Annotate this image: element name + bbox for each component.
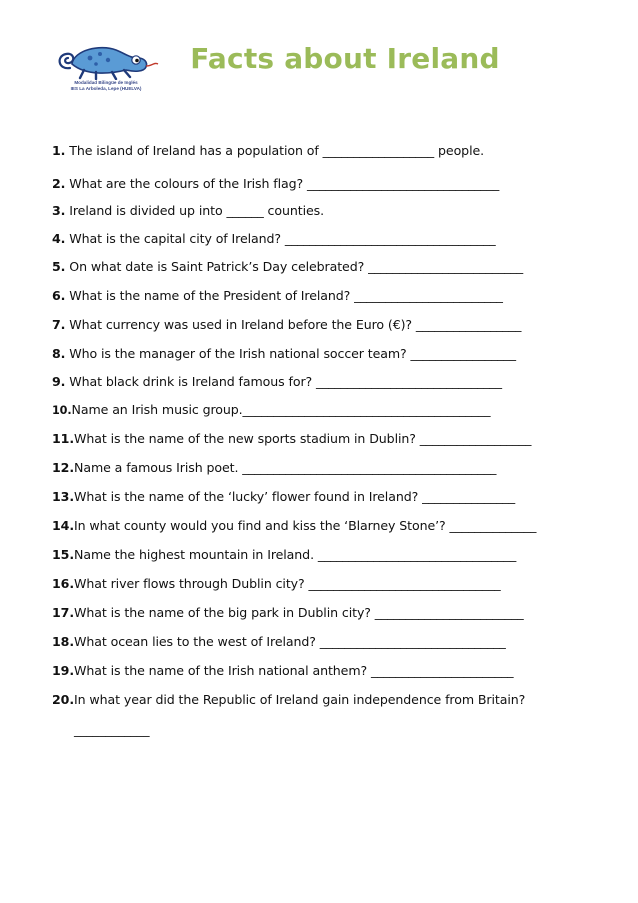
- question-number: 7.: [52, 317, 66, 332]
- question-text: Name a famous Irish poet. _________________________________________: [74, 460, 497, 475]
- question-7: [52, 317, 612, 333]
- question-number: 12.: [52, 460, 75, 475]
- question-18: [52, 634, 612, 650]
- question-text: Name the highest mountain in Ireland. ________________________________: [74, 547, 517, 562]
- logo-caption-line-2: IES La Arboleda, Lepe (HUELVA): [70, 86, 142, 91]
- question-text: What river flows through Dublin city? _______________________________: [74, 576, 501, 591]
- question-number: 4.: [52, 231, 66, 246]
- question-text: Ireland is divided up into ______ counties.: [65, 203, 325, 218]
- question-9: [52, 374, 612, 390]
- question-text: On what date is Saint Patrick’s Day celebrated? _________________________: [65, 259, 524, 274]
- question-2: [52, 176, 612, 192]
- question-text: What ocean lies to the west of Ireland? ______________________________: [74, 634, 506, 649]
- question-text: What currency was used in Ireland before the Euro (€)? _________________: [65, 317, 522, 332]
- question-number: 11.: [52, 431, 75, 446]
- question-4: [52, 231, 612, 247]
- question-number: 10.: [52, 404, 72, 417]
- question-20: [52, 692, 612, 708]
- question-17: [52, 605, 612, 621]
- question-number: 20.: [52, 692, 75, 707]
- question-14: [52, 518, 612, 534]
- page-title: Facts about Ireland: [190, 42, 500, 75]
- question-8: [52, 346, 612, 362]
- question-text: What is the capital city of Ireland? __________________________________: [65, 231, 496, 246]
- question-12: [52, 460, 612, 476]
- logo-caption-line-1: Modalidad Bilingüe de Inglés: [74, 80, 138, 85]
- question-19: [52, 663, 612, 679]
- question-text: What is the name of the big park in Dublin city? ________________________: [74, 605, 524, 620]
- question-16: [52, 576, 612, 592]
- question-number: 19.: [52, 663, 75, 678]
- question-number: 14.: [52, 518, 75, 533]
- question-15: [52, 547, 612, 563]
- question-number: 1.: [52, 143, 66, 158]
- question-1: [52, 143, 612, 159]
- question-text: What black drink is Ireland famous for? ______________________________: [65, 374, 502, 389]
- question-number: 15.: [52, 547, 75, 562]
- question-text: What is the name of the President of Ireland? ________________________: [65, 288, 503, 303]
- question-10: [52, 402, 612, 419]
- question-text: What is the name of the new sports stadium in Dublin? __________________: [74, 431, 532, 446]
- question-text: In what year did the Republic of Ireland gain independence from Britain?: [74, 692, 526, 707]
- question-number: 5.: [52, 259, 66, 274]
- question-text: What is the name of the Irish national anthem? _______________________: [74, 663, 514, 678]
- question-text: What is the name of the ‘lucky’ flower found in Ireland? _______________: [74, 489, 516, 504]
- question-text: The island of Ireland has a population of __________________ people.: [65, 143, 485, 158]
- question-13: [52, 489, 612, 505]
- question-11: [52, 431, 612, 447]
- question-number: 2.: [52, 176, 66, 191]
- question-text: What are the colours of the Irish flag? _______________________________: [65, 176, 500, 191]
- question-number: 8.: [52, 346, 66, 361]
- question-text: Who is the manager of the Irish national soccer team? _________________: [65, 346, 516, 361]
- answer-line-20: ____________: [74, 722, 150, 737]
- question-5: [52, 259, 612, 275]
- question-3: [52, 203, 612, 219]
- question-text: In what county would you find and kiss the ‘Blarney Stone’? ______________: [74, 518, 537, 533]
- question-number: 18.: [52, 634, 75, 649]
- question-number: 9.: [52, 374, 66, 389]
- question-text: Name an Irish music group.________________________________________: [71, 402, 491, 417]
- question-6: [52, 288, 612, 304]
- question-number: 3.: [52, 203, 66, 218]
- question-number: 6.: [52, 288, 66, 303]
- question-number: 13.: [52, 489, 75, 504]
- question-number: 17.: [52, 605, 75, 620]
- question-number: 16.: [52, 576, 75, 591]
